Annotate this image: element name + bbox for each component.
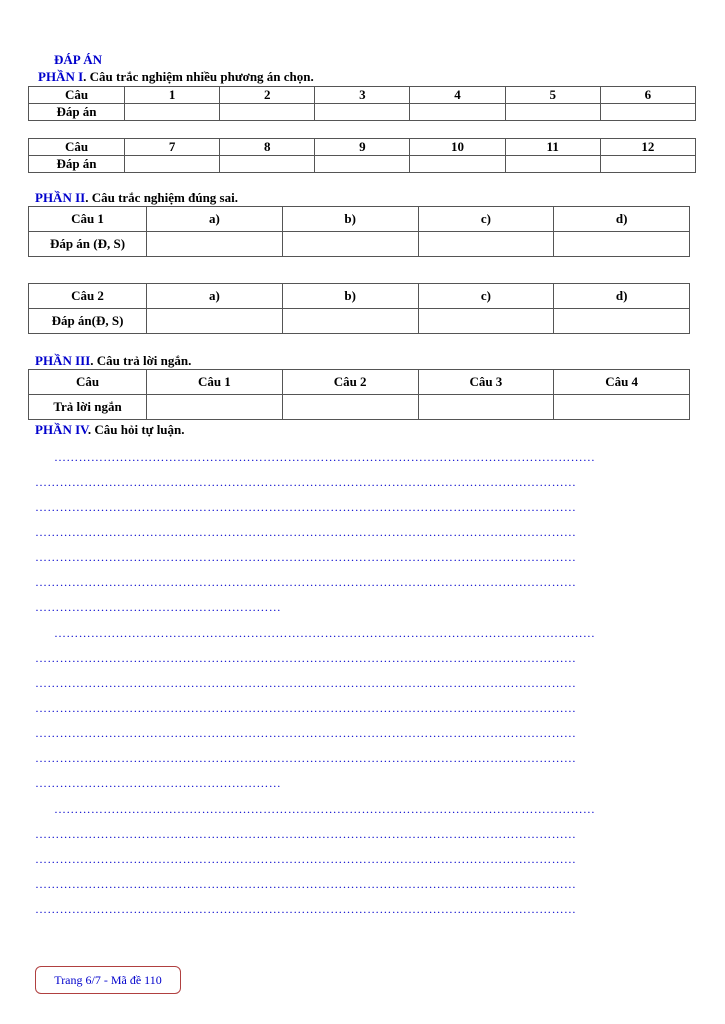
answer-dotted-line[interactable]: …………………………………………………………………………………………………………………… bbox=[35, 676, 577, 690]
question-label: Câu 1 bbox=[147, 370, 283, 395]
answer-cell[interactable] bbox=[505, 104, 600, 121]
section-label: PHẦN II bbox=[35, 190, 86, 205]
answer-cell[interactable] bbox=[554, 232, 690, 257]
answer-cell[interactable] bbox=[418, 232, 554, 257]
row-header-question: Câu bbox=[29, 87, 125, 104]
section-label: PHẦN I bbox=[38, 69, 84, 84]
answer-dotted-line[interactable]: …………………………………………………………………………………………………………………… bbox=[35, 500, 577, 514]
question-number: 4 bbox=[410, 87, 505, 104]
answer-dotted-line[interactable]: …………………………………………………………………………………………………………………… bbox=[35, 550, 577, 564]
part3-table bbox=[28, 369, 690, 420]
answer-dotted-line[interactable]: …………………………………………………… bbox=[35, 776, 281, 790]
answer-dotted-line[interactable]: …………………………………………………………………………………………………………………… bbox=[35, 651, 577, 665]
answer-dotted-line[interactable]: …………………………………………………………………………………………………………………… bbox=[35, 525, 577, 539]
question-label: Câu 1 bbox=[29, 207, 147, 232]
answer-cell[interactable] bbox=[410, 104, 505, 121]
answer-cell[interactable] bbox=[220, 104, 315, 121]
answer-dotted-line[interactable]: …………………………………………………………………………………………………………………… bbox=[35, 852, 577, 866]
answer-cell[interactable] bbox=[147, 309, 283, 334]
row-header-question: Câu bbox=[29, 370, 147, 395]
answer-dotted-line[interactable]: …………………………………………………………………………………………………………………… bbox=[35, 827, 577, 841]
row-header-answer: Trả lời ngắn bbox=[29, 395, 147, 420]
answer-dotted-line[interactable]: …………………………………………………………………………………………………………………… bbox=[35, 877, 577, 891]
question-label: Câu 2 bbox=[29, 284, 147, 309]
section-heading-part3 bbox=[35, 353, 191, 369]
answer-dotted-line[interactable]: …………………………………………………………………………………………………………………… bbox=[35, 475, 577, 489]
section-heading-part4 bbox=[35, 422, 185, 438]
answer-dotted-line[interactable]: …………………………………………………… bbox=[35, 600, 281, 614]
answer-cell[interactable] bbox=[418, 309, 554, 334]
question-label: Câu 3 bbox=[418, 370, 554, 395]
question-number: 2 bbox=[220, 87, 315, 104]
question-number: 1 bbox=[125, 87, 220, 104]
row-header-answer: Đáp án bbox=[29, 104, 125, 121]
question-label: Câu 2 bbox=[282, 370, 418, 395]
answer-cell[interactable] bbox=[125, 104, 220, 121]
answer-dotted-line[interactable]: …………………………………………………………………………………………………………………… bbox=[35, 726, 577, 740]
question-number: 11 bbox=[505, 139, 600, 156]
answer-cell[interactable] bbox=[282, 395, 418, 420]
part2-table-1 bbox=[28, 206, 690, 257]
answer-cell[interactable] bbox=[554, 395, 690, 420]
part2-table-2 bbox=[28, 283, 690, 334]
question-number: 9 bbox=[315, 139, 410, 156]
answer-cell[interactable] bbox=[418, 395, 554, 420]
section-text: . Câu trả lời ngắn. bbox=[90, 353, 192, 368]
answer-cell[interactable] bbox=[410, 156, 505, 173]
answer-dotted-line[interactable]: …………………………………………………………………………………………………………………… bbox=[54, 802, 596, 816]
question-number: 6 bbox=[600, 87, 695, 104]
question-label: Câu 4 bbox=[554, 370, 690, 395]
option-label: c) bbox=[418, 284, 554, 309]
answer-cell[interactable] bbox=[505, 156, 600, 173]
section-text: . Câu hỏi tự luận. bbox=[87, 422, 185, 437]
option-label: a) bbox=[147, 207, 283, 232]
question-number: 3 bbox=[315, 87, 410, 104]
answer-dotted-line[interactable]: …………………………………………………………………………………………………………………… bbox=[35, 902, 577, 916]
answer-cell[interactable] bbox=[282, 232, 418, 257]
question-number: 5 bbox=[505, 87, 600, 104]
section-heading-part2 bbox=[35, 190, 238, 206]
answer-cell[interactable] bbox=[315, 104, 410, 121]
section-label: PHẦN IV bbox=[35, 422, 88, 437]
answer-cell[interactable] bbox=[220, 156, 315, 173]
answer-cell[interactable] bbox=[315, 156, 410, 173]
answer-dotted-line[interactable]: …………………………………………………………………………………………………………………… bbox=[35, 575, 577, 589]
answer-cell[interactable] bbox=[147, 232, 283, 257]
answer-cell[interactable] bbox=[554, 309, 690, 334]
option-label: b) bbox=[282, 207, 418, 232]
page-footer: Trang 6/7 - Mã đề 110 bbox=[35, 966, 181, 994]
row-header-answer: Đáp án (Đ, S) bbox=[29, 232, 147, 257]
part1-table-2 bbox=[28, 138, 696, 173]
section-heading-part1 bbox=[38, 69, 314, 85]
answer-cell[interactable] bbox=[600, 156, 695, 173]
section-text: . Câu trắc nghiệm nhiều phương án chọn. bbox=[83, 69, 314, 84]
answer-cell[interactable] bbox=[147, 395, 283, 420]
answer-cell[interactable] bbox=[600, 104, 695, 121]
answer-dotted-line[interactable]: …………………………………………………………………………………………………………………… bbox=[54, 626, 596, 640]
question-number: 10 bbox=[410, 139, 505, 156]
part1-table-1 bbox=[28, 86, 696, 121]
option-label: d) bbox=[554, 284, 690, 309]
page-title: ĐÁP ÁN bbox=[54, 52, 103, 67]
row-header-question: Câu bbox=[29, 139, 125, 156]
option-label: c) bbox=[418, 207, 554, 232]
section-label: PHẦN III bbox=[35, 353, 91, 368]
answer-dotted-line[interactable]: …………………………………………………………………………………………………………………… bbox=[35, 701, 577, 715]
option-label: a) bbox=[147, 284, 283, 309]
answer-dotted-line[interactable]: …………………………………………………………………………………………………………………… bbox=[35, 751, 577, 765]
question-number: 7 bbox=[125, 139, 220, 156]
question-number: 12 bbox=[600, 139, 695, 156]
section-text: . Câu trắc nghiệm đúng sai. bbox=[85, 190, 238, 205]
answer-cell[interactable] bbox=[282, 309, 418, 334]
answer-dotted-line[interactable]: …………………………………………………………………………………………………………………… bbox=[54, 450, 596, 464]
row-header-answer: Đáp án bbox=[29, 156, 125, 173]
answer-cell[interactable] bbox=[125, 156, 220, 173]
row-header-answer: Đáp án(Đ, S) bbox=[29, 309, 147, 334]
question-number: 8 bbox=[220, 139, 315, 156]
option-label: d) bbox=[554, 207, 690, 232]
option-label: b) bbox=[282, 284, 418, 309]
